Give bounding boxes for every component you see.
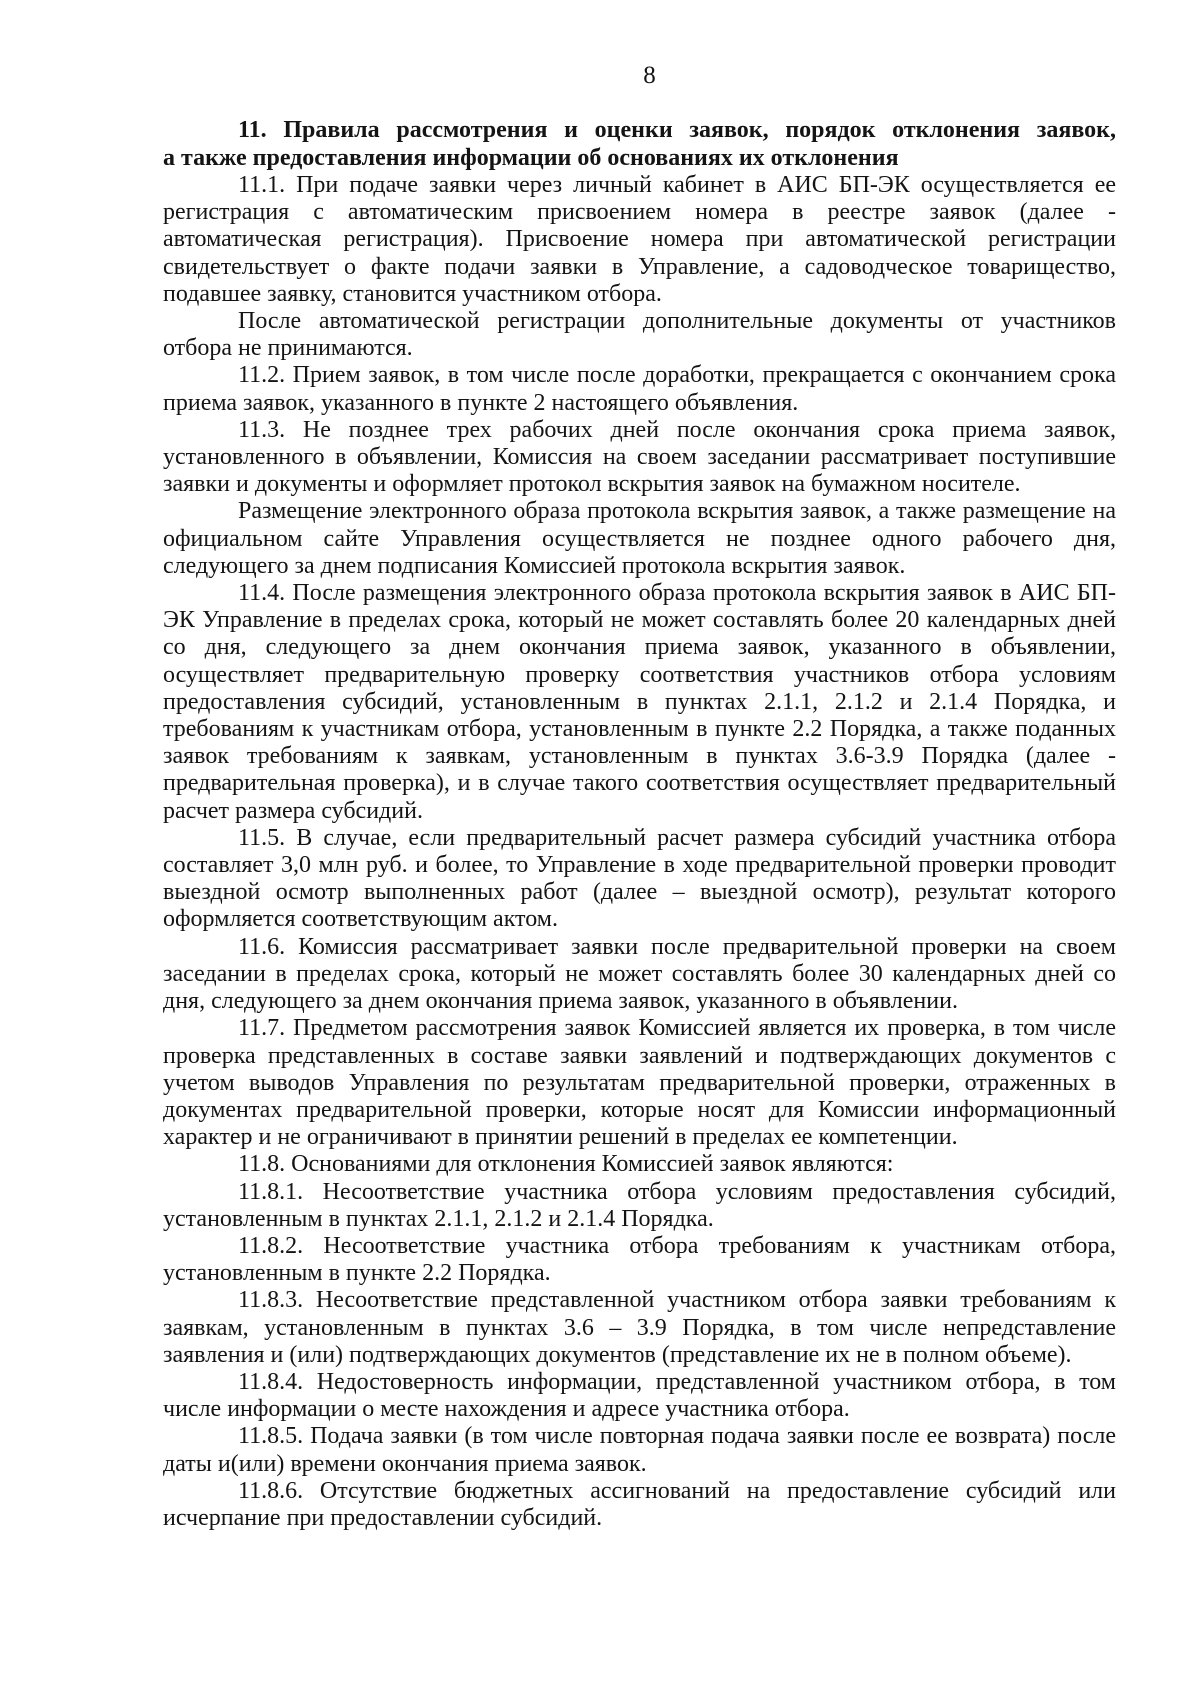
paragraph-11-7: 11.7. Предметом рассмотрения заявок Комиссией является их проверка, в том числе проверка представленных в составе заявки заявлений и подтверждающих документов с учетом выводов Управления по результатам предварительной проверки, отраженных в документах предварительной проверки, которые носят для Комиссии информационный характер и не ограничивают в принятии решений в пределах ее компетенции. xyxy=(163,1015,1116,1151)
paragraph-11-1-note: После автоматической регистрации дополнительные документы от участников отбора не принимаются. xyxy=(163,308,1116,362)
paragraph-11-2: 11.2. Прием заявок, в том числе после доработки, прекращается с окончанием срока приема заявок, указанного в пункте 2 настоящего объявления. xyxy=(163,362,1116,416)
page-number: 8 xyxy=(643,62,656,89)
paragraph-11-3: 11.3. Не позднее трех рабочих дней после окончания срока приема заявок, установленного в объявлении, Комиссия на своем заседании рассматривает поступившие заявки и документы и оформляет протокол вскрытия заявок на бумажном носителе. xyxy=(163,416,1116,498)
section-heading-line-2: а также предоставления информации об основаниях их отклонения xyxy=(163,145,899,171)
paragraph-11-8-4: 11.8.4. Недостоверность информации, представленной участником отбора, в том числе информации о месте нахождения и адресе участника отбора. xyxy=(163,1368,1116,1423)
paragraph-11-1: 11.1. При подаче заявки через личный кабинет в АИС БП-ЭК осуществляется ее регистрация с автоматическим присвоением номера в реестре заявок (далее - автоматическая регистрация). Присвоение номера при автоматической регистрации свидетельствует о факте подачи заявки в Управление, а садоводческое товарищество, подавшее заявку, становится участником отбора. xyxy=(163,172,1116,307)
paragraph-11-6: 11.6. Комиссия рассматривает заявки после предварительной проверки на своем заседании в пределах срока, который не может составлять более 30 календарных дней со дня, следующего за днем окончания приема заявок, указанного в объявлении. xyxy=(163,933,1116,1015)
section-heading-line-1: 11. Правила рассмотрения и оценки заявок, порядок отклонения заявок, xyxy=(238,117,1116,143)
paragraph-11-5: 11.5. В случае, если предварительный расчет размера субсидий участника отбора составляет 3,0 млн руб. и более, то Управление в ходе предварительной проверки проводит выездной осмотр выполненных работ (далее – выездной осмотр), результат которого оформляется соответствующим актом. xyxy=(163,824,1116,933)
section-body xyxy=(163,172,1116,1532)
paragraph-11-8: 11.8. Основаниями для отклонения Комиссией заявок являются: xyxy=(238,1151,894,1178)
paragraph-11-8-6: 11.8.6. Отсутствие бюджетных ассигнований на предоставление субсидий или исчерпание при предоставлении субсидий. xyxy=(163,1477,1116,1531)
document-page xyxy=(163,60,1116,1532)
paragraph-11-8-5: 11.8.5. Подача заявки (в том числе повторная подача заявки после ее возврата) после даты и(или) времени окончания приема заявок. xyxy=(163,1423,1116,1477)
paragraph-11-8-3: 11.8.3. Несоответствие представленной участником отбора заявки требованиям к заявкам, установленным в пунктах 3.6 – 3.9 Порядка, в том числе непредставление заявления и (или) подтверждающих документов (представление их не в полном объеме). xyxy=(163,1287,1116,1368)
paragraph-11-8-1: 11.8.1. Несоответствие участника отбора условиям предоставления субсидий, установленным в пунктах 2.1.1, 2.1.2 и 2.1.4 Порядка. xyxy=(163,1178,1116,1232)
paragraph-11-4: 11.4. После размещения электронного образа протокола вскрытия заявок в АИС БП-ЭК Управление в пределах срока, который не может составлять более 20 календарных дней со дня, следующего за днем окончания приема заявок, указанного в объявлении, осуществляет предварительную проверку соответствия участников отбора условиям предоставления субсидий, установленным в пунктах 2.1.1, 2.1.2 и 2.1.4 Порядка, и требованиям к участникам отбора, установленным в пункте 2.2 Порядка, а также поданных заявок требованиям к заявкам, установленным в пунктах 3.6-3.9 Порядка (далее - предварительная проверка), и в случае такого соответствия осуществляет предварительный расчет размера субсидий. xyxy=(163,580,1116,824)
paragraph-11-8-2: 11.8.2. Несоответствие участника отбора требованиям к участникам отбора, установленным в пункте 2.2 Порядка. xyxy=(163,1232,1116,1287)
paragraph-11-3-note: Размещение электронного образа протокола вскрытия заявок, а также размещение на официальном сайте Управления осуществляется не позднее одного рабочего дня, следующего за днем подписания Комиссией протокола вскрытия заявок. xyxy=(163,498,1116,579)
section-heading xyxy=(163,116,1116,172)
